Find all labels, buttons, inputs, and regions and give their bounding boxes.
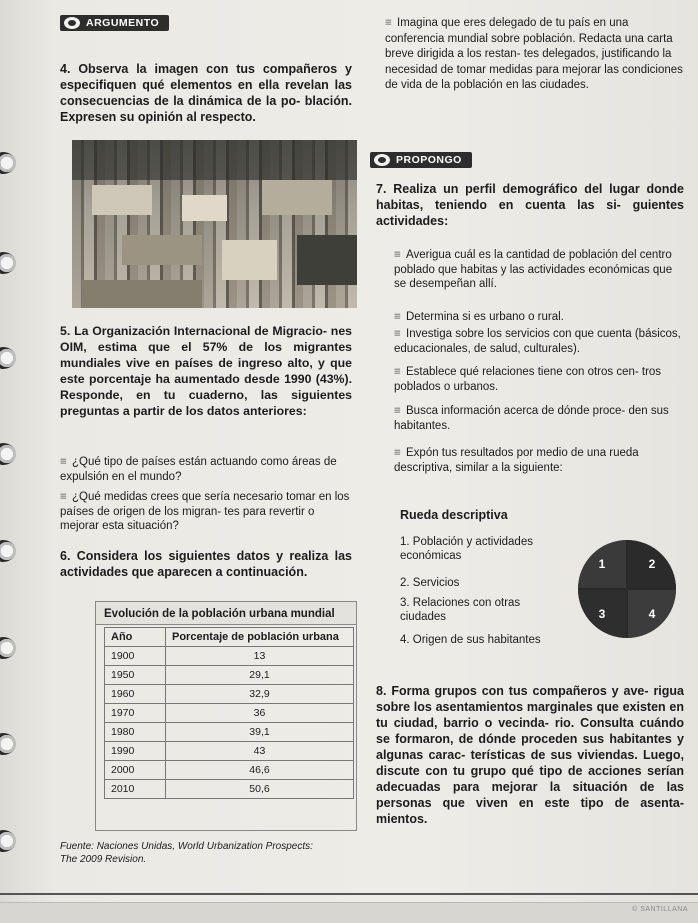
question-number: 6. [60, 549, 71, 563]
table-row [105, 742, 354, 761]
question-text: Considera los siguientes datos y realiza las actividades que aparecen a continuación. [60, 549, 352, 579]
bullet-mark: ≡ [394, 249, 401, 261]
bullet-text: Establece qué relaciones tiene con otros cen- tros poblados o urbanos. [394, 366, 662, 393]
hillside-settlement-photo [72, 140, 357, 308]
year-cell: 1980 [105, 723, 166, 742]
pct-cell: 50,6 [166, 780, 354, 799]
col-year-header: Año [105, 628, 166, 647]
q7-bullet-6 [394, 446, 684, 475]
question-number: 8. [376, 684, 387, 698]
section-tag-label: ARGUMENTO [86, 17, 160, 29]
question-number: 7. [376, 182, 387, 196]
bullet-text: Imagina que eres delegado de tu país en una conferencia mundial sobre población. Redacta una carta breve dirigida a los restan- tes delegados, justificando la necesidad de tomar medidas para mejorar las condiciones de vida de la población en las ciudades. [385, 17, 683, 91]
binder-ring [0, 733, 16, 755]
year-cell: 1990 [105, 742, 166, 761]
table-row [105, 761, 354, 780]
pct-cell: 29,1 [166, 666, 354, 685]
year-cell: 1950 [105, 666, 166, 685]
rueda-item-3: 3. Relaciones con otras ciudades [400, 597, 521, 623]
question-7 [376, 181, 684, 229]
binder-ring [0, 152, 16, 174]
q7-bullet-5 [394, 404, 684, 433]
pct-cell: 39,1 [166, 723, 354, 742]
binder-ring [0, 347, 16, 369]
q7-bullet-3 [394, 327, 684, 356]
binder-ring [0, 540, 16, 562]
section-tag-propongo [370, 152, 472, 168]
source-line: Fuente: Naciones Unidas, World Urbanization Prospects: [60, 841, 313, 852]
section-tag-argumento [60, 15, 169, 31]
table-row [105, 780, 354, 799]
table-row [105, 666, 354, 685]
q5-bullet-1 [60, 455, 350, 484]
pct-cell: 46,6 [166, 761, 354, 780]
question-text: Observa la imagen con tus compañeros y especifiquen qué elementos en ella revelan las consecuencias de la dinámica de la po- blación. Expresen su opinión al respecto. [60, 62, 352, 124]
photo-house [122, 235, 202, 265]
photo-house [262, 180, 332, 215]
binder-ring [0, 252, 16, 274]
q7-bullet-4 [394, 365, 684, 394]
photo-house [182, 195, 227, 221]
bullet-mark: ≡ [394, 328, 401, 340]
table-row [105, 647, 354, 666]
table-row [105, 723, 354, 742]
question-6 [60, 548, 352, 580]
year-cell: 1970 [105, 704, 166, 723]
urban-population-table [104, 627, 354, 799]
bullet-mark: ≡ [60, 456, 67, 468]
photo-house [82, 280, 202, 308]
bullet-text: Expón tus resultados por medio de una rueda descriptiva, similar a la siguiente: [394, 447, 639, 474]
q7-bullet-1 [394, 248, 684, 292]
bullet-text: Determina si es urbano o rural. [406, 311, 564, 323]
question-number: 4. [60, 62, 71, 76]
col-pct-header: Porcentaje de población urbana [166, 628, 354, 647]
question-text: Forma grupos con tus compañeros y ave- rigua sobre los asentamientos marginales que existen en tu ciudad, barrio o vecinda- rio. Consulta cuándo se formaron, de dónde proceden sus habitantes y algunas carac- terísticas de sus viviendas. Luego, discute con tu grupo qué tipo de acciones serían adecuadas para mejorar la situación de las personas que viven en este tipo de asenta- mientos. [376, 684, 684, 826]
wheel-quadrant-3: 3 [578, 590, 626, 638]
binder-ring [0, 830, 16, 852]
rueda-item-2: 2. Servicios [400, 577, 460, 589]
rueda-item-4: 4. Origen de sus habitantes [400, 634, 541, 646]
question-text: La Organización Internacional de Migracio- nes OIM, estima que el 57% de los migrantes mundiales vive en países de ingreso alto, y que este porcentaje ha aumentado desde 1990 (43%). Responde, en tu cuaderno, las siguientes preguntas a partir de los datos anteriores: [60, 324, 352, 418]
bullet-mark: ≡ [394, 447, 401, 459]
bullet-mark: ≡ [385, 17, 392, 29]
table-source [60, 840, 360, 866]
bullet-mark: ≡ [60, 491, 67, 503]
bullet-mark: ≡ [394, 405, 401, 417]
footer-rule [0, 893, 698, 895]
question-4 [60, 61, 352, 125]
year-cell: 2010 [105, 780, 166, 799]
photo-house [222, 240, 277, 280]
descriptive-wheel [578, 540, 676, 638]
pct-cell: 43 [166, 742, 354, 761]
bullet-mark: ≡ [394, 366, 401, 378]
q5-bullet-2 [60, 490, 350, 534]
table-header-row [105, 628, 354, 647]
bullet-text: Busca información acerca de dónde proce- den sus habitantes. [394, 405, 669, 432]
year-cell: 2000 [105, 761, 166, 780]
wheel-quadrant-4: 4 [628, 590, 676, 638]
table-row [105, 704, 354, 723]
source-line: The 2009 Revision. [60, 854, 147, 865]
photo-house [92, 185, 152, 215]
bullet-text: ¿Qué tipo de países están actuando como áreas de expulsión en el mundo? [60, 456, 337, 483]
photo-tree [297, 235, 357, 285]
publisher-brand: © SANTILLANA [632, 906, 688, 913]
question-8 [376, 683, 684, 827]
question-5 [60, 323, 352, 419]
pct-cell: 13 [166, 647, 354, 666]
section-icon [64, 17, 80, 29]
question-text: Realiza un perfil demográfico del lugar donde habitas, teniendo en cuenta las si- guientes actividades: [376, 182, 684, 228]
bullet-text: ¿Qué medidas crees que sería necesario tomar en los países de origen de los migran- tes para revertir o mejorar esta situación? [60, 491, 350, 532]
photo-vegetation [72, 140, 357, 180]
section-tag-label: PROPONGO [396, 154, 462, 166]
table-title: Evolución de la población urbana mundial [95, 601, 357, 625]
year-cell: 1960 [105, 685, 166, 704]
binder-ring [0, 443, 16, 465]
bullet-text: Investiga sobre los servicios con que cuenta (básicos, educacionales, de salud, culturales). [394, 328, 681, 355]
bullet-mark: ≡ [394, 311, 401, 323]
year-cell: 1900 [105, 647, 166, 666]
binder-ring [0, 637, 16, 659]
section-icon [374, 154, 390, 166]
wheel-quadrant-2: 2 [628, 540, 676, 588]
wheel-quadrant-1: 1 [578, 540, 626, 588]
table-row [105, 685, 354, 704]
rueda-item-1: 1. Población y actividades económicas [400, 536, 533, 562]
pct-cell: 36 [166, 704, 354, 723]
q7-bullet-2 [394, 310, 684, 325]
rueda-title: Rueda descriptiva [400, 508, 508, 522]
question-number: 5. [60, 324, 71, 338]
page-footer [0, 902, 698, 923]
argumento-bullet [385, 16, 685, 94]
bullet-text: Averigua cuál es la cantidad de población del centro poblado que habitas y las actividades económicas que se desempeñan allí. [394, 249, 673, 290]
pct-cell: 32,9 [166, 685, 354, 704]
